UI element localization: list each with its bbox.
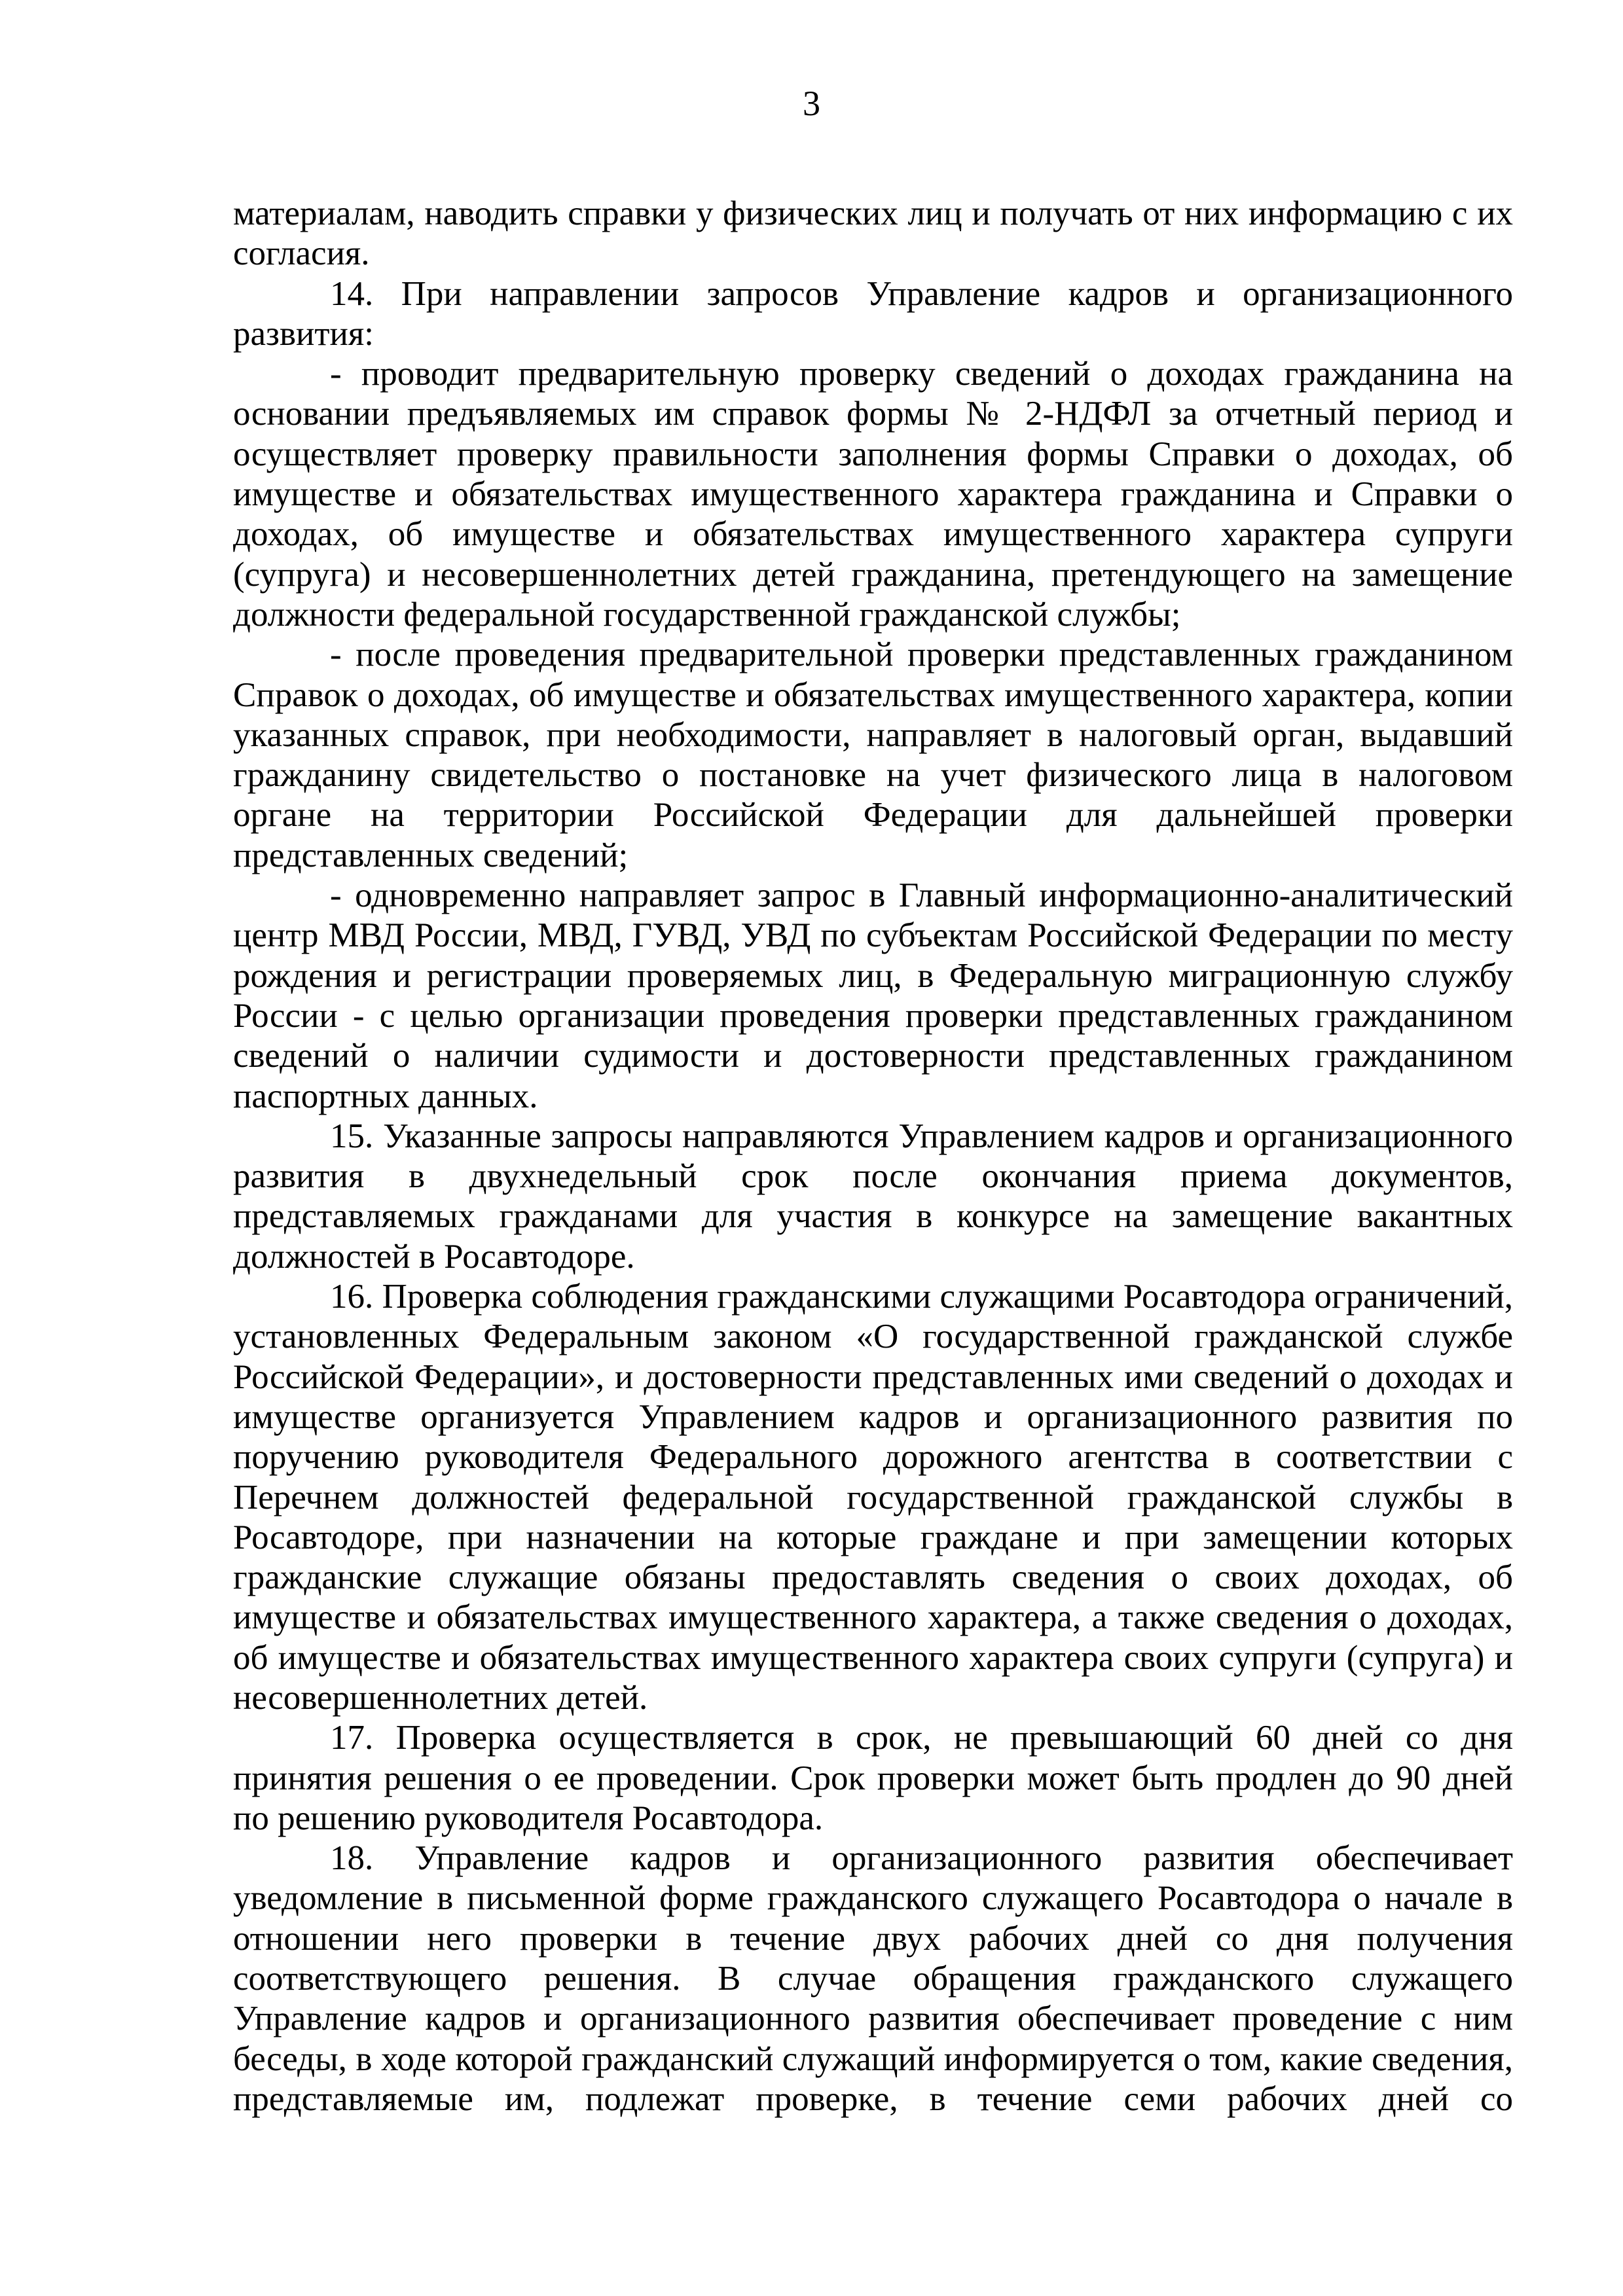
paragraph-item-14: 14. При направлении запросов Управление кадров и организационного развития: bbox=[233, 274, 1513, 353]
paragraph-item-15: 15. Указанные запросы направляются Управлением кадров и организационного развития в двухнедельный срок после окончания приема документов, представляемых гражданами для участия в конкурсе на замещение вакантных должностей в Росавтодоре. bbox=[233, 1117, 1513, 1276]
paragraph-dash-preliminary-check: - проводит предварительную проверку сведений о доходах гражданина на основании предъявляемых им справок формы № 2-НДФЛ за отчетный период и осуществляет проверку правильности заполнения формы Справки о доходах, об имуществе и обязательствах имущественного характера гражданина и Справки о доходах, об имуществе и обязательствах имущественного характера супруги (супруга) и несовершеннолетних детей гражданина, претендующего на замещение должности федеральной государственной гражданской службы; bbox=[233, 355, 1513, 634]
paragraph-item-18: 18. Управление кадров и организационного развития обеспечивает уведомление в письменной форме гражданского служащего Росавтодора о начале в отношении него проверки в течение двух рабочих дней со дня получения соответствующего решения. В случае обращения гражданского служащего Управление кадров и организационного развития обеспечивает проведение с ним беседы, в ходе которой гражданский служащий информируется о том, какие сведения, представляемые им, подлежат проверке, в течение семи рабочих дней со bbox=[233, 1839, 1513, 2118]
paragraph-dash-mvd-request: - одновременно направляет запрос в Главный информационно-аналитический центр МВД России, МВД, ГУВД, УВД по субъектам Российской Федерации по месту рождения и регистрации проверяемых лиц, в Федеральную миграционную службу России - с целью организации проведения проверки представленных гражданином сведений о наличии судимости и достоверности представленных гражданином паспортных данных. bbox=[233, 876, 1513, 1115]
paragraph-dash-tax-authority: - после проведения предварительной проверки представленных гражданином Справок о доходах, об имуществе и обязательствах имущественного характера, копии указанных справок, при необходимости, направляет в налоговый орган, выдавший гражданину свидетельство о постановке на учет физического лица в налоговом органе на территории Российской Федерации для дальнейшей проверки представленных сведений; bbox=[233, 636, 1513, 874]
paragraph-item-17: 17. Проверка осуществляется в срок, не превышающий 60 дней со дня принятия решения о ее проведении. Срок проверки может быть продлен до 90 дней по решению руководителя Росавтодора. bbox=[233, 1719, 1513, 1837]
document-body bbox=[233, 194, 1513, 2119]
paragraph-item-16: 16. Проверка соблюдения гражданскими служащими Росавтодора ограничений, установленных Федеральным законом «О государственной гражданской службе Российской Федерации», и достоверности представленных ими сведений о доходах и имуществе организуется Управлением кадров и организационного развития по поручению руководителя Федерального дорожного агентства в соответствии с Перечнем должностей федеральной государственной гражданской службы в Росавтодоре, при назначении на которые граждане и при замещении которых гражданские служащие обязаны предоставлять сведения о своих доходах, об имуществе и обязательствах имущественного характера, а также сведения о доходах, об имуществе и обязательствах имущественного характера своих супруги (супруга) и несовершеннолетних детей. bbox=[233, 1278, 1513, 1717]
paragraph-continuation: материалам, наводить справки у физических лиц и получать от них информацию с их согласия. bbox=[233, 194, 1513, 273]
page-number: 3 bbox=[803, 84, 820, 123]
